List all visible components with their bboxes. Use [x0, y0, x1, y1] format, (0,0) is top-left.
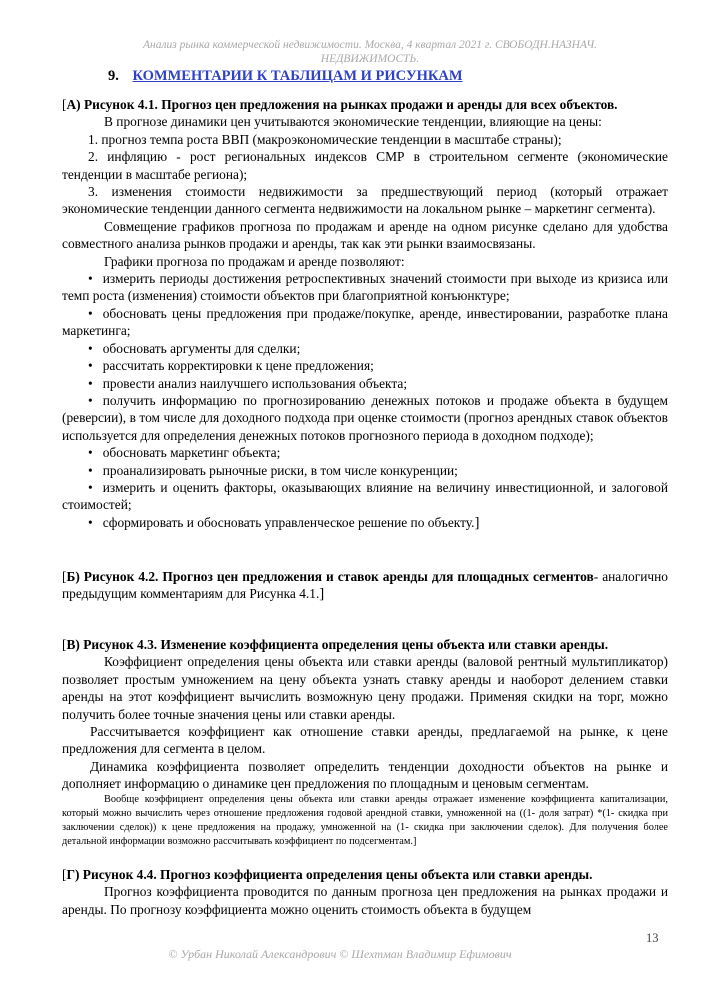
paragraph-c-note: [62, 793, 668, 849]
bracket-open-b: [: [62, 569, 67, 584]
block-d: [62, 866, 668, 918]
figure-heading-b-tail: - аналогично предыдущим комментариям для Рисунка 4.1.: [62, 569, 668, 602]
bullet-item-7: • обосновать маркетинг объекта;: [62, 444, 668, 461]
paragraph-allow: Графики прогноза по продажам и аренде позволяют:: [104, 253, 405, 269]
header-line-2: НЕДВИЖИМОСТЬ.: [320, 53, 420, 65]
section-title-link[interactable]: КОММЕНТАРИИ К ТАБЛИЦАМ И РИСУНКАМ: [132, 68, 463, 84]
bracket-close-b: ]: [319, 586, 325, 603]
bullet-item-4: • рассчитать корректировки к цене предложения;: [62, 357, 668, 374]
block-a: [62, 96, 668, 532]
paragraph-d-1: Прогноз коэффициента проводится по данным прогноза цен предложения на рынках продажи и аренды. По прогнозу коэффициента можно оценить стоимость объекта в будущем: [62, 884, 668, 917]
figure-heading-c: [62, 636, 668, 653]
list-item-1: 1. прогноз темпа роста ВВП (макроэкономические тенденции в масштабе страны);: [88, 131, 562, 147]
block-c: [62, 636, 668, 849]
figure-heading-a-text: А) Рисунок 4.1. Прогноз цен предложения на рынках продажи и аренды для всех объектов.: [66, 97, 618, 112]
running-header: [60, 38, 680, 66]
bracket-open-c: [: [62, 637, 67, 652]
page-number: 13: [646, 931, 659, 945]
paragraph-combine: Совмещение графиков прогноза по продажам и аренде на одном рисунке сделано для удобства совместного анализа рынков продажи и аренды, так как эти рынки взаимосвязаны.: [62, 218, 668, 252]
paragraph-intro: В прогнозе динамики цен учитываются экономические тенденции, влияющие на цены:: [104, 114, 602, 130]
bracket-open-d: [: [62, 867, 67, 882]
section-number: 9.: [108, 68, 119, 84]
bullet-item-10-text: сформировать и обосновать управленческое решение по объекту.: [102, 514, 475, 530]
figure-heading-c-text: В) Рисунок 4.3. Изменение коэффициента определения цены объекта или ставки аренды.: [66, 637, 609, 652]
bullet-item-9: • измерить и оценить факторы, оказывающих влияние на величину инвестиционной, и залоговой стоимостей;: [62, 479, 668, 514]
footer-copyright: © Урбан Николай Александрович © Шехтман Владимир Ефимович: [168, 947, 512, 961]
paragraph-c-2: Рассчитывается коэффициент как отношение ставки аренды, предлагаемой на рынке, к цене предложения для сегмента в целом.: [62, 724, 668, 757]
bullet-item-3: • обосновать аргументы для сделки;: [62, 340, 668, 357]
bullet-item-8: • проанализировать рыночные риски, в том числе конкуренции;: [62, 462, 668, 479]
bracket-open-a: [: [62, 97, 67, 112]
bracket-close-a: ]: [474, 514, 480, 531]
figure-heading-a: [62, 96, 668, 113]
figure-heading-d: [62, 866, 668, 883]
figure-heading-b: [62, 568, 668, 604]
list-item-3: 3. изменения стоимости недвижимости за предшествующий период (который отражает экономические тенденции данного сегмента недвижимости на локальном рынке – маркетинг сегмента).: [62, 184, 668, 217]
list-item-2: 2. инфляцию - рост региональных индексов СМР в строительном сегменте (экономические тенденции в масштабе региона);: [62, 149, 668, 182]
bracket-close-c: ]: [412, 835, 417, 847]
section-heading: [108, 68, 463, 85]
paragraph-c-3: Динамика коэффициента позволяет определить тенденции доходности объектов на рынке и дополняет информацию о динамике цен предложения по площадным и ценовым сегментам.: [62, 758, 668, 792]
bullet-item-5: • провести анализ наилучшего использования объекта;: [62, 375, 668, 392]
figure-heading-b-text: Б) Рисунок 4.2. Прогноз цен предложения и ставок аренды для площадных сегментов: [66, 569, 594, 584]
paragraph-c-1: Коэффициент определения цены объекта или ставки аренды (валовой рентный мультипликатор) позволяет простым умножением на цену объекта узнать ставку аренды и наоборот делением ставки аренды на этот коэффициент вычислить возможную цену продажи. Применяя скидки на торг, можно получить более точные значения цены или ставки аренды.: [62, 654, 668, 722]
bullet-item-6: • получить информацию по прогнозированию денежных потоков и продаже объекта в будущем (реверсии), в том числе для доходного подхода при оценке стоимости (прогноз арендных ставок объектов используется для определения денежных потоков прогнозного периода в доходном подходе);: [62, 392, 668, 444]
bullet-item-10: [62, 514, 668, 532]
figure-heading-d-text: Г) Рисунок 4.4. Прогноз коэффициента определения цены объекта или ставки аренды.: [66, 867, 593, 882]
header-line-1: Анализ рынка коммерческой недвижимости. Москва, 4 квартал 2021 г. СВОБОДН.НАЗНАЧ.: [143, 39, 597, 51]
block-b: [62, 568, 668, 604]
bullet-item-1: • измерить периоды достижения ретроспективных значений стоимости при выходе из кризиса или темп роста (изменения) стоимости объектов при благоприятной конъюнктуре;: [62, 270, 668, 305]
bullet-item-2: • обосновать цены предложения при продаже/покупке, аренде, инвестировании, разработке плана маркетинга;: [62, 305, 668, 340]
paragraph-c-note-text: Вообще коэффициент определения цены объекта или ставки аренды отражает изменение коэффициента капитализации, который можно вычислить через отношение предложения годовой арендной ставки, умноженной на ((1- доля затрат) *(1- скидка при заключении сделок)) к цене предложения на продажу, умноженной на (1- скидка при заключении сделок). Для получения более детальной информации возможно рассчитывать коэффициент по подсегментам.: [62, 793, 668, 847]
